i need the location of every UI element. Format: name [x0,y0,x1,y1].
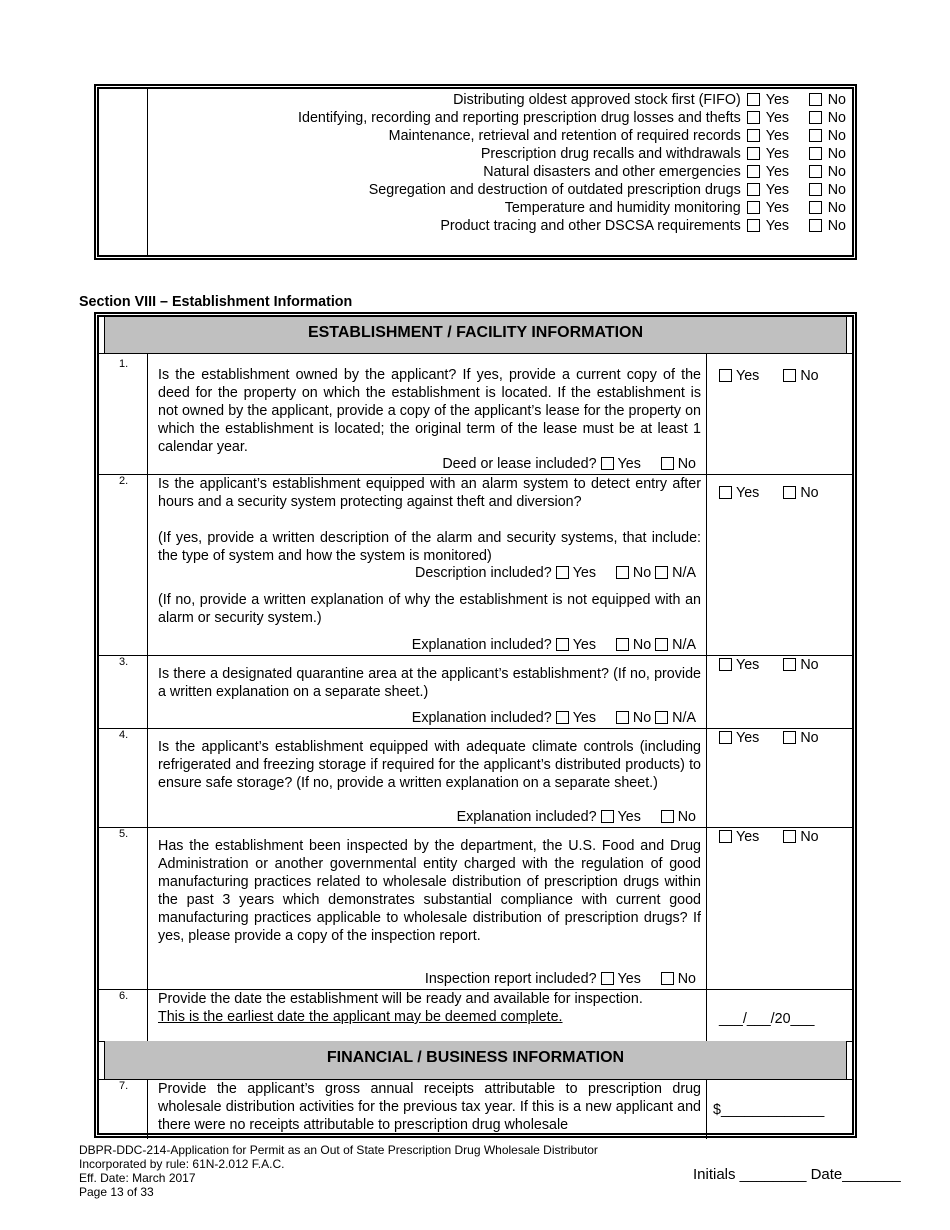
footer-page-number: Page 13 of 33 [79,1185,154,1199]
yes-label: Yes [736,368,760,384]
checklist-no-checkbox[interactable] [809,165,822,178]
no-label: No [827,128,846,144]
yes-label: Yes [765,218,790,234]
yes-label: Yes [765,110,790,126]
checklist-row [481,145,846,163]
q5-sub-yes-checkbox[interactable] [601,972,614,985]
q5-text: Has the establishment been inspected by the department, the U.S. Food and Drug Administration or another governmental entity charged with the regulation of good manufacturing practices related to wholesale distribution of prescription drugs within the past 3 years which demonstrates substantial compliance with current good manufacturing practices applicable to wholesale distribution of prescription drugs? If yes, please provide a copy of the inspection report. [158,838,701,944]
q4-no-checkbox[interactable] [783,731,796,744]
yes-label: Yes [765,182,790,198]
q3-yes-checkbox[interactable] [719,658,732,671]
no-label: No [800,368,819,384]
na-label: N/A [672,565,696,581]
checklist-item-label: Prescription drug recalls and withdrawals [480,146,741,162]
q1-sub-yes-checkbox[interactable] [601,457,614,470]
q6-text: Provide the date the establishment will be ready and available for inspection. [158,991,643,1007]
q5-yes-checkbox[interactable] [719,830,732,843]
form-footer [79,1143,598,1199]
yes-label: Yes [572,565,597,581]
q3-no-checkbox[interactable] [783,658,796,671]
establishment-header: ESTABLISHMENT / FACILITY INFORMATION [104,317,847,353]
q5-answer [719,828,819,846]
yes-label: Yes [736,829,760,845]
q3-sub-question [412,709,696,727]
q2-text-b: (If yes, provide a written description of the alarm and security systems, that include: the type of system and how the system is monitored) [158,530,701,564]
checklist-yes-checkbox[interactable] [747,111,760,124]
q2-yes-checkbox[interactable] [719,486,732,499]
no-label: No [632,637,652,653]
no-label: No [827,92,846,108]
q7-receipts-field[interactable]: $_____________ [713,1102,825,1118]
checklist-no-checkbox[interactable] [809,219,822,232]
q6-text-block [158,990,701,1026]
checklist-item-label: Maintenance, retrieval and retention of required records [388,128,741,144]
q6-number: 6. [119,990,129,1002]
q3-sub-yes-checkbox[interactable] [556,711,569,724]
q2-explanation-no-checkbox[interactable] [616,638,629,651]
yes-label: Yes [765,164,790,180]
q4-sub-label: Explanation included? [456,809,597,825]
na-label: N/A [672,637,696,653]
checklist-item-label: Distributing oldest approved stock first (FIFO) [453,92,741,108]
no-label: No [677,971,696,987]
q3-answer [719,656,819,674]
q3-sub-label: Explanation included? [411,710,552,726]
checklist-row [505,199,846,217]
checklist-row [389,127,846,145]
checklist-row [483,163,846,181]
yes-label: Yes [617,971,641,987]
checklist-row [298,109,846,127]
no-label: No [800,730,819,746]
q1-sub-question [442,455,696,473]
q2-explanation-yes-checkbox[interactable] [556,638,569,651]
checklist-row [369,181,846,199]
checklist-row [453,91,846,109]
q1-text: Is the establishment owned by the applicant? If yes, provide a current copy of the deed for the property on which the establishment is located. If the establishment is not owned by the applicant, provide a copy of the applicant’s lease for the property on which the establishment is located; the original term of the lease must be at least 1 calendar year. [158,367,701,455]
yes-label: Yes [736,730,760,746]
q4-sub-no-checkbox[interactable] [661,810,674,823]
yes-label: Yes [765,146,790,162]
q2-number: 2. [119,475,129,487]
no-label: No [800,657,819,673]
q2-description-na-checkbox[interactable] [655,566,668,579]
no-label: No [800,829,819,845]
q6-date-field[interactable]: ___/___/20___ [719,1011,815,1027]
yes-label: Yes [765,92,790,108]
q7-number: 7. [119,1080,129,1092]
checklist-no-checkbox[interactable] [809,111,822,124]
no-label: No [827,200,846,216]
yes-label: Yes [572,710,597,726]
yes-label: Yes [765,128,790,144]
checklist-no-checkbox[interactable] [809,147,822,160]
q3-text: Is there a designated quarantine area at the applicant’s establishment? (If no, provide a written explanation on a separate sheet.) [158,666,701,700]
q6-underlined-note: This is the earliest date the applicant may be deemed complete. [158,1009,563,1025]
q4-answer [719,729,819,747]
section-title: Section VIII – Establishment Information [79,294,353,310]
yes-label: Yes [617,809,641,825]
q5-sub-no-checkbox[interactable] [661,972,674,985]
q2-no-checkbox[interactable] [783,486,796,499]
yes-label: Yes [765,200,790,216]
q4-text: Is the applicant’s establishment equipped with adequate climate controls (including refrigerated and freezing storage if required for the applicant’s distributed products) to ensure safe storage? (If no, provide a written explanation on a separate sheet.) [158,739,701,791]
q4-sub-yes-checkbox[interactable] [601,810,614,823]
checklist-row [440,217,846,235]
checklist-yes-checkbox[interactable] [747,183,760,196]
initials-date-field[interactable]: Initials ________ Date_______ [693,1166,901,1183]
q1-sub-no-checkbox[interactable] [661,457,674,470]
checklist-yes-checkbox[interactable] [747,129,760,142]
no-label: No [827,218,846,234]
na-label: N/A [672,710,696,726]
q3-sub-na-checkbox[interactable] [655,711,668,724]
checklist-item-label: Product tracing and other DSCSA requirements [440,218,741,234]
checklist-yes-checkbox[interactable] [747,201,760,214]
checklist-no-checkbox[interactable] [809,183,822,196]
q5-no-checkbox[interactable] [783,830,796,843]
checklist-left-column [99,89,148,255]
yes-label: Yes [572,637,597,653]
checklist-yes-checkbox[interactable] [747,147,760,160]
q3-number: 3. [119,656,129,668]
no-label: No [827,146,846,162]
q5-sub-question [425,970,696,988]
no-label: No [827,182,846,198]
financial-header: FINANCIAL / BUSINESS INFORMATION [104,1041,847,1079]
q7-text: Provide the applicant’s gross annual receipts attributable to prescription drug wholesale distribution activities for the previous tax year. If this is a new applicant and there were no receipts attributable to prescription drug wholesale [158,1081,701,1133]
no-label: No [677,456,696,472]
q2-answer [719,484,819,502]
checklist-item-label: Natural disasters and other emergencies [483,164,741,180]
no-label: No [827,110,846,126]
q2-description-sub [415,564,696,582]
q4-yes-checkbox[interactable] [719,731,732,744]
no-label: No [632,565,652,581]
policies-checklist-table [94,84,857,260]
q1-answer [719,367,819,385]
q2-text-c: (If no, provide a written explanation of why the establishment is not equipped with an alarm or security system.) [158,592,701,626]
q4-number: 4. [119,729,129,741]
checklist-item-label: Segregation and destruction of outdated prescription drugs [368,182,741,198]
checklist-yes-checkbox[interactable] [747,219,760,232]
q2-description-label: Description included? [415,565,552,581]
checklist-item-label: Identifying, recording and reporting prescription drug losses and thefts [298,110,741,126]
footer-rule: Incorporated by rule: 61N-2.012 F.A.C. [79,1157,285,1171]
no-label: No [800,485,819,501]
checklist-no-checkbox[interactable] [809,129,822,142]
no-label: No [677,809,696,825]
no-label: No [632,710,652,726]
q2-explanation-sub [412,636,696,654]
establishment-information-table [94,312,857,1138]
q2-description-yes-checkbox[interactable] [556,566,569,579]
footer-eff-date: Eff. Date: March 2017 [79,1171,196,1185]
yes-label: Yes [736,485,760,501]
q2-explanation-na-checkbox[interactable] [655,638,668,651]
q1-no-checkbox[interactable] [783,369,796,382]
q3-sub-no-checkbox[interactable] [616,711,629,724]
footer-form-title: DBPR-DDC-214-Application for Permit as an Out of State Prescription Drug Wholesale Distributor [79,1143,598,1157]
q5-sub-label: Inspection report included? [424,971,597,987]
no-label: No [827,164,846,180]
q1-sub-label: Deed or lease included? [442,456,597,472]
q4-sub-question [457,808,696,826]
checklist-item-label: Temperature and humidity monitoring [504,200,741,216]
q5-number: 5. [119,828,129,840]
q1-yes-checkbox[interactable] [719,369,732,382]
q1-number: 1. [119,358,129,370]
yes-label: Yes [617,456,641,472]
checklist-yes-checkbox[interactable] [747,93,760,106]
checklist-no-checkbox[interactable] [809,201,822,214]
checklist-no-checkbox[interactable] [809,93,822,106]
q2-explanation-label: Explanation included? [411,637,552,653]
checklist-yes-checkbox[interactable] [747,165,760,178]
yes-label: Yes [736,657,760,673]
q2-description-no-checkbox[interactable] [616,566,629,579]
q2-text: Is the applicant’s establishment equipped with an alarm system to detect entry after hours and a security system protecting against theft and diversion? [158,476,701,510]
